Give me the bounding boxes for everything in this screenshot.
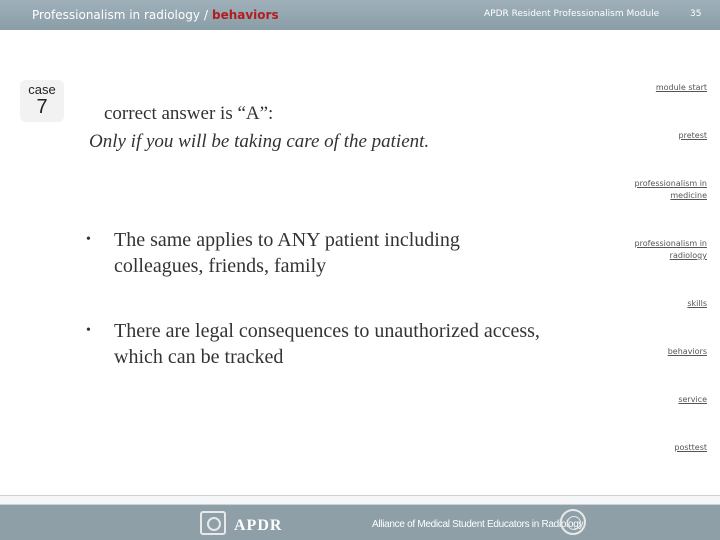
footer-logo-text: APDR: [234, 517, 283, 534]
breadcrumb-root[interactable]: Professionalism in radiology: [32, 8, 200, 22]
apdr-logo-icon: [200, 511, 226, 535]
footer-bar: [0, 505, 720, 540]
page-number: 35: [690, 9, 702, 19]
breadcrumb-separator: /: [203, 8, 208, 22]
amser-seal-icon: [560, 509, 586, 535]
breadcrumb-current: behaviors: [211, 8, 279, 22]
footer-divider: [0, 495, 720, 505]
nav-link-pretest[interactable]: pretest: [678, 131, 707, 140]
footer-partner-text: Alliance of Medical Student Educators in Radiology: [372, 519, 584, 530]
case-label: case: [28, 82, 56, 97]
nav-link-posttest[interactable]: posttest: [674, 443, 707, 452]
nav-link-professionalism-in-radiology[interactable]: professionalism in radiology: [634, 239, 707, 260]
bullet-text: The same applies to ANY patient including colleagues, friends, family: [114, 229, 460, 277]
header-bar: [0, 0, 720, 30]
nav-link-professionalism-in-medicine[interactable]: professionalism in medicine: [634, 179, 707, 200]
bullet-dot: •: [86, 323, 91, 338]
nav-link-module-start[interactable]: module start: [655, 83, 707, 92]
case-number: 7: [36, 96, 48, 118]
nav-link-service[interactable]: service: [678, 395, 707, 404]
module-title: APDR Resident Professionalism Module: [484, 9, 660, 19]
bullet-text: There are legal consequences to unauthorized access, which can be tracked: [114, 320, 540, 368]
bullet-dot: •: [86, 232, 91, 247]
breadcrumb: [32, 8, 279, 22]
nav-link-skills[interactable]: skills: [687, 299, 707, 308]
answer-heading: correct answer is “A”:: [104, 103, 274, 124]
nav-link-behaviors[interactable]: behaviors: [667, 347, 707, 356]
answer-detail: Only if you will be taking care of the patient.: [89, 131, 430, 152]
case-badge: [20, 80, 64, 122]
